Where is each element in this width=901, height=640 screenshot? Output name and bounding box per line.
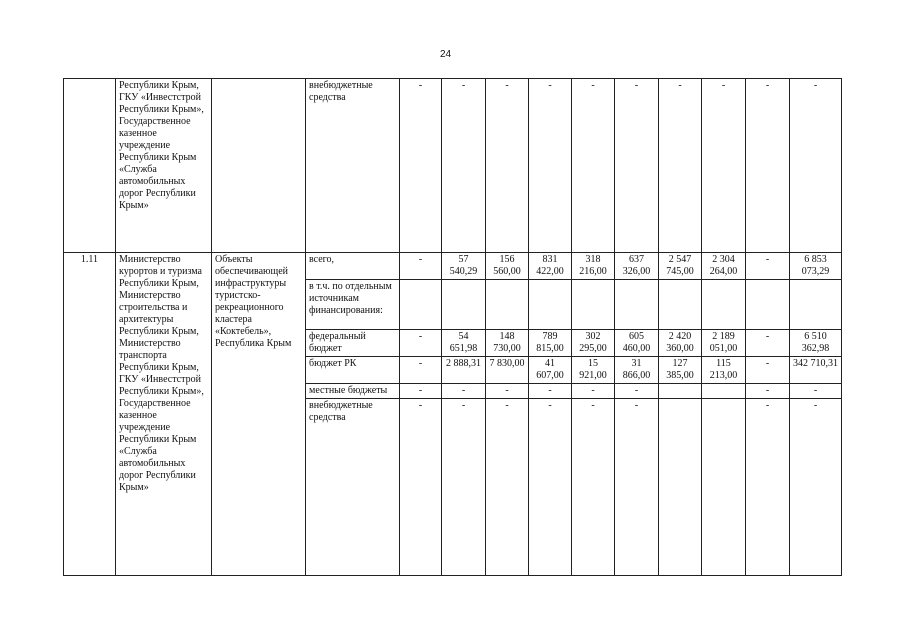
- value-cell: -: [529, 399, 572, 576]
- value-cell: 156 560,00: [486, 253, 529, 280]
- value-cell: -: [529, 79, 572, 253]
- value-cell: -: [486, 384, 529, 399]
- value-cell: [572, 280, 615, 330]
- value-cell: -: [400, 384, 442, 399]
- value-cell: 605 460,00: [615, 330, 659, 357]
- number-cell: [64, 79, 116, 253]
- value-cell: 7 830,00: [486, 357, 529, 384]
- value-cell: 2 420 360,00: [659, 330, 702, 357]
- value-cell: [442, 280, 486, 330]
- value-cell: -: [615, 399, 659, 576]
- value-cell: 2 304 264,00: [702, 253, 746, 280]
- number-cell: 1.11: [64, 253, 116, 576]
- value-cell: 54 651,98: [442, 330, 486, 357]
- value-cell: -: [746, 253, 790, 280]
- value-cell: -: [572, 79, 615, 253]
- value-cell: -: [442, 79, 486, 253]
- value-cell: -: [572, 399, 615, 576]
- value-cell: [529, 280, 572, 330]
- value-cell: -: [486, 79, 529, 253]
- value-cell: -: [746, 357, 790, 384]
- value-cell: 57 540,29: [442, 253, 486, 280]
- value-cell: 789 815,00: [529, 330, 572, 357]
- value-cell: 342 710,31: [790, 357, 842, 384]
- page-number: 24: [440, 49, 452, 60]
- value-cell: -: [529, 384, 572, 399]
- value-cell: 41 607,00: [529, 357, 572, 384]
- source-label: всего,: [306, 253, 400, 280]
- value-cell: 637 326,00: [615, 253, 659, 280]
- value-cell: [702, 384, 746, 399]
- value-cell: -: [702, 79, 746, 253]
- value-cell: -: [746, 330, 790, 357]
- value-cell: -: [400, 79, 442, 253]
- object-cell: [212, 79, 306, 253]
- value-cell: 2 888,31: [442, 357, 486, 384]
- value-cell: 831 422,00: [529, 253, 572, 280]
- value-cell: 2 189 051,00: [702, 330, 746, 357]
- value-cell: -: [615, 79, 659, 253]
- value-cell: -: [400, 330, 442, 357]
- value-cell: -: [572, 384, 615, 399]
- value-cell: 2 547 745,00: [659, 253, 702, 280]
- value-cell: -: [790, 384, 842, 399]
- value-cell: -: [659, 79, 702, 253]
- value-cell: -: [442, 384, 486, 399]
- value-cell: -: [790, 399, 842, 576]
- value-cell: -: [746, 79, 790, 253]
- value-cell: -: [400, 399, 442, 576]
- value-cell: -: [746, 399, 790, 576]
- value-cell: 31 866,00: [615, 357, 659, 384]
- value-cell: 15 921,00: [572, 357, 615, 384]
- value-cell: 148 730,00: [486, 330, 529, 357]
- value-cell: -: [746, 384, 790, 399]
- source-label: федеральный бюджет: [306, 330, 400, 357]
- value-cell: [702, 399, 746, 576]
- value-cell: [615, 280, 659, 330]
- value-cell: 318 216,00: [572, 253, 615, 280]
- value-cell: [790, 280, 842, 330]
- value-cell: -: [442, 399, 486, 576]
- value-cell: 6 853 073,29: [790, 253, 842, 280]
- value-cell: [746, 280, 790, 330]
- source-label: внебюджетные средства: [306, 399, 400, 576]
- source-label: внебюджетные средства: [306, 79, 400, 253]
- value-cell: 6 510 362,98: [790, 330, 842, 357]
- value-cell: -: [400, 253, 442, 280]
- table-row: [64, 253, 842, 280]
- executor-cell: Министерство курортов и туризма Республики Крым, Министерство строительства и архитектуры Республики Крым, Министерство транспорта Республики Крым, ГКУ «Инвестстрой Республики Крым», Государственное казенное учреждение Республики Крым «Служба автомобильных дорог Республики Крым»: [116, 253, 212, 576]
- source-label: местные бюджеты: [306, 384, 400, 399]
- value-cell: 127 385,00: [659, 357, 702, 384]
- value-cell: 302 295,00: [572, 330, 615, 357]
- value-cell: [486, 280, 529, 330]
- object-cell: Объекты обеспечивающей инфраструктуры туристско-рекреационного кластера «Коктебель», Республика Крым: [212, 253, 306, 576]
- value-cell: -: [615, 384, 659, 399]
- value-cell: [659, 399, 702, 576]
- financing-table: [63, 78, 842, 576]
- value-cell: -: [400, 357, 442, 384]
- executor-cell: Республики Крым, ГКУ «Инвестстрой Республики Крым», Государственное казенное учреждение Республики Крым «Служба автомобильных дорог Республики Крым»: [116, 79, 212, 253]
- value-cell: -: [790, 79, 842, 253]
- value-cell: [659, 384, 702, 399]
- table-row: [64, 79, 842, 253]
- value-cell: [659, 280, 702, 330]
- source-label: бюджет РК: [306, 357, 400, 384]
- value-cell: [400, 280, 442, 330]
- source-label: в т.ч. по отдельным источникам финансирования:: [306, 280, 400, 330]
- value-cell: 115 213,00: [702, 357, 746, 384]
- value-cell: -: [486, 399, 529, 576]
- value-cell: [702, 280, 746, 330]
